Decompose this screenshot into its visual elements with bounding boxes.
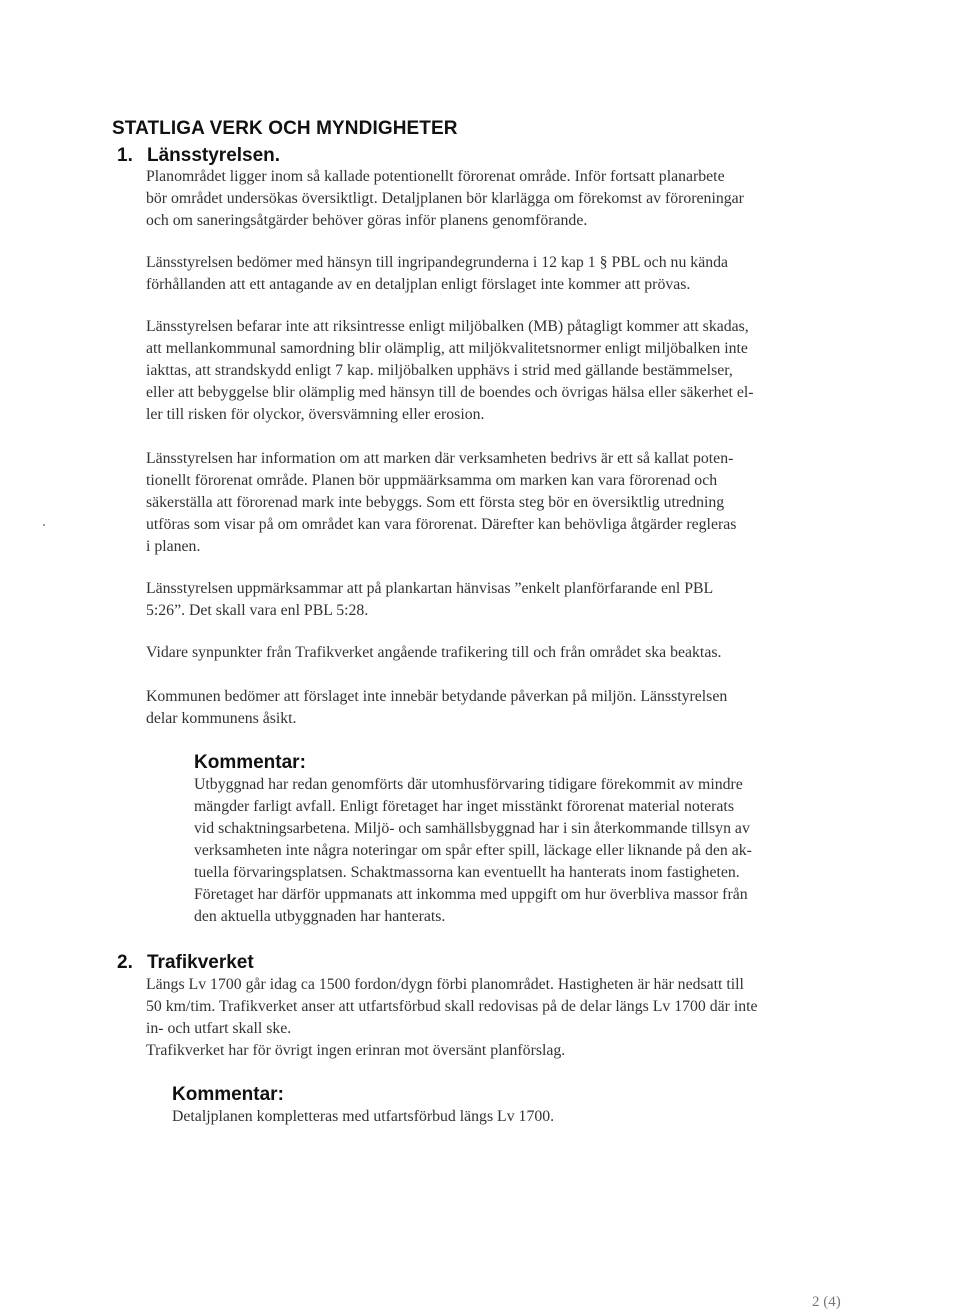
comment-heading: Kommentar: [194, 752, 306, 773]
text-line: tuella förvaringsplatsen. Schaktmassorna kan eventuellt ha hanterats inom fastigheten. [194, 864, 740, 881]
paragraph-1-3 [146, 316, 754, 426]
section-heading-lansstyrelsen [117, 145, 280, 167]
paragraph-1-7 [146, 686, 727, 730]
text-line: iakttas, att strandskydd enligt 7 kap. miljöbalken upphävs i strid med gällande bestämmelser, [146, 362, 733, 379]
section-number: 1. [117, 145, 133, 166]
text-line: tionellt förorenat område. Planen bör uppmäärksamma om marken kan vara förorenad och [146, 472, 718, 489]
text-line: och om saneringsåtgärder behöver göras inför planens genomförande. [146, 212, 588, 229]
text-line: Längs Lv 1700 går idag ca 1500 fordon/dygn förbi planområdet. Hastigheten är här nedsatt till [146, 976, 744, 993]
page-number: 2 (4) [812, 1294, 841, 1310]
comment-paragraph-1 [194, 774, 752, 928]
text-line: 50 km/tim. Trafikverket anser att utfartsförbud skall redovisas på de delar längs Lv 1700 där inte [146, 998, 758, 1015]
text-line: Kommunen bedömer att förslaget inte innebär betydande påverkan på miljön. Länsstyrelsen [146, 688, 728, 705]
paragraph-1-2 [146, 252, 728, 296]
paragraph-1-5 [146, 578, 713, 622]
text-line: Länsstyrelsen bedömer med hänsyn till ingripandegrunderna i 12 kap 1 § PBL och nu kända [146, 254, 729, 271]
paragraph-1-4 [146, 448, 736, 558]
paragraph-1-6 [146, 642, 721, 664]
text-line: förhållanden att ett antagande av en detaljplan enligt förslaget inte kommer att prövas. [146, 276, 691, 293]
text-line: in- och utfart skall ske. [146, 1020, 292, 1037]
text-line: Företaget har därför uppmanats att inkomma med uppgift om hur överbliva massor från [194, 886, 748, 903]
scan-speck [43, 524, 45, 526]
text-line: Länsstyrelsen befarar inte att riksintresse enligt miljöbalken (MB) påtagligt kommer att skadas, [146, 318, 749, 335]
text-line: Vidare synpunkter från Trafikverket angående trafikering till och från området ska beaktas. [146, 644, 722, 661]
text-line: i planen. [146, 538, 201, 555]
text-line: Detaljplanen kompletteras med utfartsförbud längs Lv 1700. [172, 1108, 555, 1125]
text-line: säkerställa att förorenad mark inte bebyggs. Som ett första steg bör en översiktlig utredning [146, 494, 725, 511]
text-line: den aktuella utbyggnaden har hanterats. [194, 908, 446, 925]
text-line: mängder farligt avfall. Enligt företaget har inget misstänkt förorenat material noterats [194, 798, 734, 815]
text-line: eller att bebyggelse blir olämplig med hänsyn till de boendes och övrigas hälsa eller säkerhet el- [146, 384, 754, 401]
text-line: delar kommunens åsikt. [146, 710, 297, 727]
text-line: Trafikverket har för övrigt ingen erinran mot översänt planförslag. [146, 1042, 566, 1059]
text-line: Länsstyrelsen har information om att marken där verksamheten bedrivs är ett så kallat poten- [146, 450, 734, 467]
paragraph-2-1 [146, 974, 758, 1062]
text-line: Länsstyrelsen uppmärksammar att på plankartan hänvisas ”enkelt planförfarande enl PBL [146, 580, 714, 597]
comment-paragraph-2 [172, 1106, 554, 1128]
section-title: Trafikverket [147, 952, 254, 973]
text-line: att mellankommunal samordning blir olämplig, att miljökvalitetsnormer enligt miljöbalken inte [146, 340, 748, 357]
main-heading: STATLIGA VERK OCH MYNDIGHETER [112, 118, 458, 139]
comment-heading: Kommentar: [172, 1084, 284, 1105]
text-line: verksamheten inte några noteringar om spår efter spill, läckage eller liknande på den ak- [194, 842, 752, 859]
paragraph-1-1 [146, 166, 744, 232]
section-number: 2. [117, 952, 133, 973]
text-line: vid schaktningsarbetena. Miljö- och samhällsbyggnad har i sin återkommande tillsyn av [194, 820, 750, 837]
text-line: Planområdet ligger inom så kallade potentionellt förorenat område. Inför fortsatt planarbete [146, 168, 725, 185]
text-line: ler till risken för olyckor, översvämning eller erosion. [146, 406, 485, 423]
text-line: utföras som visar på om området kan vara förorenat. Därefter kan behövliga åtgärder regleras [146, 516, 737, 533]
text-line: Utbyggnad har redan genomförts där utomhusförvaring tidigare förekommit av mindre [194, 776, 743, 793]
section-heading-trafikverket [117, 952, 254, 974]
section-title: Länsstyrelsen. [147, 145, 281, 166]
text-line: bör området undersökas översiktligt. Detaljplanen bör klarlägga om förekomst av föroreningar [146, 190, 744, 207]
text-line: 5:26”. Det skall vara enl PBL 5:28. [146, 602, 369, 619]
